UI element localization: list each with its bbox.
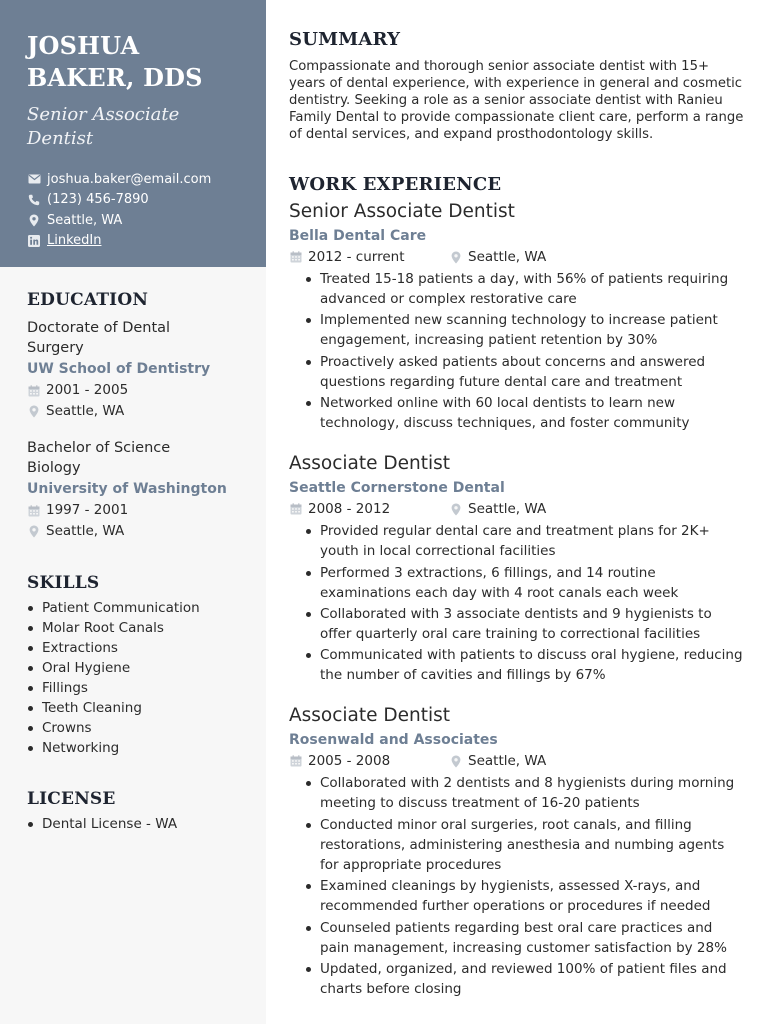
calendar-icon — [289, 503, 302, 516]
map-pin-icon — [27, 525, 40, 538]
skill-item: Teeth Cleaning — [27, 698, 240, 718]
job-entry — [289, 200, 744, 433]
contact-location — [27, 210, 240, 231]
contact-linkedin[interactable] — [27, 231, 240, 252]
contact-email[interactable] — [27, 169, 240, 190]
job-bullet: Performed 3 extractions, 6 fillings, and 14 routine examinations each day with 4 root canals each week — [305, 563, 744, 603]
job-dates-group — [289, 751, 449, 771]
linkedin-icon — [27, 234, 41, 248]
contact-phone[interactable] — [27, 190, 240, 211]
phone-text: (123) 456-7890 — [47, 192, 149, 208]
skill-item: Fillings — [27, 678, 240, 698]
license-item: Dental License - WA — [27, 814, 240, 834]
edu-dates: 2001 - 2005 — [46, 382, 129, 398]
skill-item: Patient Communication — [27, 598, 240, 618]
job-bullets — [305, 521, 744, 685]
license-section — [27, 788, 240, 834]
map-pin-icon — [27, 405, 40, 418]
skills-heading: SKILLS — [27, 573, 100, 593]
main-content — [289, 0, 744, 1000]
company-name: Seattle Cornerstone Dental — [289, 480, 505, 497]
job-bullet: Treated 15-18 patients a day, with 56% of patients requiring advanced or complex restorative care — [305, 269, 744, 309]
candidate-name: JOSHUA BAKER, DDS — [27, 31, 203, 92]
job-dates: 2005 - 2008 — [308, 753, 391, 770]
sidebar — [0, 0, 266, 1024]
map-pin-icon — [449, 503, 462, 516]
job-bullet: Collaborated with 3 associate dentists and 9 hygienists to offer quarterly oral care training to correctional facilities — [305, 604, 744, 644]
job-bullet: Collaborated with 2 dentists and 8 hygienists during morning meeting to discuss treatment of 16-20 patients — [305, 773, 744, 813]
job-bullet: Provided regular dental care and treatment plans for 2K+ youth in local correctional facilities — [305, 521, 744, 561]
job-bullets — [305, 773, 744, 999]
summary-section — [289, 29, 744, 143]
job-bullet: Implemented new scanning technology to increase patient engagement, increasing patient retention by 30% — [305, 310, 744, 350]
edu-location: Seattle, WA — [46, 523, 125, 539]
edu-dates-row — [27, 380, 240, 401]
map-pin-icon — [449, 251, 462, 264]
skill-item: Networking — [27, 738, 240, 758]
phone-icon — [27, 193, 41, 207]
experience-heading: WORK EXPERIENCE — [289, 174, 502, 195]
job-location: Seattle, WA — [468, 753, 547, 770]
job-bullet: Examined cleanings by hygienists, assessed X-rays, and recommended further operations or procedures if needed — [305, 876, 744, 916]
sidebar-content — [0, 267, 266, 834]
job-location: Seattle, WA — [468, 249, 547, 265]
job-meta — [289, 247, 744, 267]
job-dates: 2008 - 2012 — [308, 501, 391, 518]
edu-degree: Bachelor of Science Biology — [27, 440, 171, 476]
edu-degree: Doctorate of Dental Surgery — [27, 320, 171, 356]
education-heading: EDUCATION — [27, 290, 149, 310]
job-dates: 2012 - current — [308, 249, 405, 265]
job-bullet: Networked online with 60 local dentists to learn new technology, discuss techniques, and foster community — [305, 393, 744, 433]
license-heading: LICENSE — [27, 789, 116, 809]
job-dates-group — [289, 247, 449, 267]
linkedin-link[interactable]: LinkedIn — [47, 233, 102, 249]
calendar-icon — [27, 384, 40, 397]
edu-school: University of Washington — [27, 481, 227, 497]
envelope-icon — [27, 172, 41, 186]
summary-text: Compassionate and thorough senior associate dentist with 15+ years of dental experience, with experience in general and cosmetic dentistry. Seeking a role as a senior associate dentist with Ranieu Family Dental to provide compassionate client care, perform a range of dental services, and expand prosthodontology skills. — [289, 59, 744, 142]
job-title: Associate Dentist — [289, 453, 451, 475]
map-pin-icon — [27, 213, 41, 227]
job-bullet: Counseled patients regarding best oral care practices and pain management, increasing customer satisfaction by 28% — [305, 918, 744, 958]
email-text: joshua.baker@email.com — [47, 171, 212, 187]
job-location-group — [449, 751, 546, 771]
edu-dates-row — [27, 500, 240, 521]
contact-list — [27, 169, 240, 251]
job-meta — [289, 499, 744, 519]
header-block — [0, 0, 266, 267]
edu-dates: 1997 - 2001 — [46, 502, 129, 518]
skill-item: Molar Root Canals — [27, 618, 240, 638]
job-location: Seattle, WA — [468, 501, 547, 518]
map-pin-icon — [449, 755, 462, 768]
education-section — [27, 289, 240, 542]
job-title: Associate Dentist — [289, 705, 451, 727]
edu-location: Seattle, WA — [46, 403, 125, 419]
company-name: Rosenwald and Associates — [289, 732, 498, 749]
skill-item: Oral Hygiene — [27, 658, 240, 678]
education-item — [27, 319, 240, 422]
edu-location-row — [27, 521, 240, 542]
job-location-group — [449, 247, 546, 267]
calendar-icon — [289, 755, 302, 768]
job-location-group — [449, 499, 546, 519]
calendar-icon — [289, 251, 302, 264]
job-meta — [289, 751, 744, 771]
skills-section — [27, 572, 240, 758]
job-bullet: Updated, organized, and reviewed 100% of patient files and charts before closing — [305, 959, 744, 999]
skill-item: Extractions — [27, 638, 240, 658]
job-bullet: Proactively asked patients about concerns and answered questions regarding future dental care and treatment — [305, 352, 744, 392]
summary-heading: SUMMARY — [289, 29, 401, 50]
job-bullet: Conducted minor oral surgeries, root canals, and filling restorations, administering anesthesia and numbing agents for appropriate procedures — [305, 815, 744, 875]
job-entry — [289, 704, 744, 999]
job-title: Senior Associate Dentist — [289, 201, 515, 222]
experience-section — [289, 174, 744, 999]
skill-item: Crowns — [27, 718, 240, 738]
job-dates-group — [289, 499, 449, 519]
jobs-list — [289, 200, 744, 999]
skills-list — [27, 598, 240, 758]
edu-school: UW School of Dentistry — [27, 361, 211, 377]
calendar-icon — [27, 504, 40, 517]
location-text: Seattle, WA — [47, 212, 123, 228]
education-list — [27, 319, 240, 542]
candidate-title: Senior Associate Dentist — [27, 104, 180, 149]
company-name: Bella Dental Care — [289, 228, 427, 244]
edu-location-row — [27, 401, 240, 422]
job-bullets — [305, 269, 744, 433]
job-bullet: Communicated with patients to discuss oral hygiene, reducing the number of cavities and fillings by 67% — [305, 645, 744, 685]
license-list — [27, 814, 240, 834]
education-item — [27, 439, 240, 542]
job-entry — [289, 452, 744, 685]
